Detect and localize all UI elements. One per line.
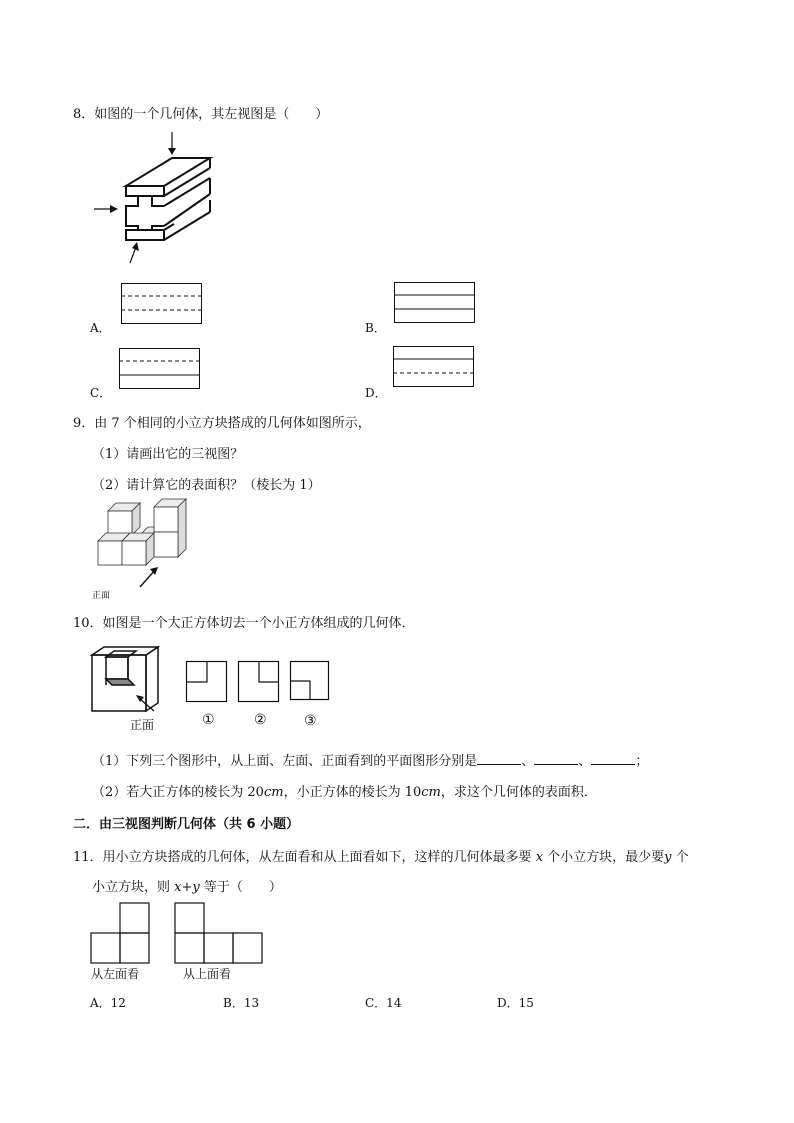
- section-count: 6: [246, 817, 256, 832]
- small-cube-edge-value: 10: [404, 785, 422, 800]
- section-2-title: [73, 813, 299, 832]
- var-xy: x+y: [174, 880, 200, 895]
- q11-left-view-label: 从左面看: [91, 967, 140, 981]
- q11-line2: [92, 876, 282, 895]
- q10-label-1: ①: [202, 712, 215, 728]
- end-mark: ；: [635, 754, 649, 769]
- q9-front-label: 正面: [92, 591, 111, 601]
- q11-text-d: 小立方块，则: [92, 880, 175, 895]
- q10-text: 10．如图是一个大正方体切去一个小正方体组成的几何体．: [73, 616, 415, 631]
- q10-part2: [92, 781, 597, 800]
- q11-top-view-figure: [174, 902, 266, 964]
- q11-option-d[interactable]: D．15: [497, 996, 534, 1010]
- var-y: y: [664, 850, 672, 865]
- q9-cube-figure: [92, 495, 202, 580]
- q8-text: 8．如图的一个几何体，其左视图是（ ）: [73, 107, 329, 122]
- q10-cut-cube-figure: [90, 645, 160, 717]
- q8-figure: [90, 130, 230, 270]
- q8-option-c-figure: [119, 348, 201, 390]
- q11-option-a[interactable]: A．12: [90, 996, 126, 1010]
- q9-text: 9．由 7 个相同的小立方块搭成的几何体如图所示，: [73, 416, 371, 431]
- q10-front-label: 正面: [130, 718, 155, 732]
- arrow-bottom-icon: [130, 242, 139, 263]
- q8-option-a-figure: [121, 283, 203, 325]
- var-x: x: [535, 850, 544, 865]
- q10-view-1-figure: [186, 661, 228, 703]
- q11-option-b[interactable]: B．13: [223, 996, 260, 1010]
- q11-line1: [73, 846, 689, 865]
- q11-top-view-label: 从上面看: [183, 967, 232, 981]
- q11-left-view-figure: [90, 902, 152, 964]
- q10-view-3-figure: [290, 661, 332, 703]
- q9-part1: （1）请画出它的三视图？: [92, 447, 244, 462]
- q8-option-a-label[interactable]: A．: [90, 321, 111, 335]
- unit: cm: [421, 785, 441, 800]
- q10-view-2-figure: [238, 661, 280, 703]
- q10-part2-text-c: ，求这个几何体的表面积．: [440, 785, 597, 800]
- answer-blank-3[interactable]: [591, 753, 635, 765]
- q10-label-2: ②: [254, 712, 267, 728]
- arrow-left-icon: [94, 205, 118, 213]
- arrow-front-icon: [140, 567, 158, 587]
- q8-option-d-label[interactable]: D．: [365, 386, 387, 400]
- section-title-b: 小题）: [255, 817, 300, 832]
- q8-option-c-label[interactable]: C．: [90, 386, 112, 400]
- q10-part1-text: （1）下列三个图形中，从上面、左面、正面看到的平面图形分别是: [92, 754, 478, 769]
- q10-part2-text-b: ，小正方体的棱长为: [283, 785, 405, 800]
- q8-option-b-label[interactable]: B．: [365, 321, 386, 335]
- section-title-a: 二．由三视图判断几何体（共: [73, 817, 247, 832]
- q10-label-3: ③: [304, 713, 317, 729]
- unit: cm: [263, 785, 284, 800]
- i-beam-solid: [126, 158, 210, 240]
- q8-option-b-figure: [394, 282, 476, 324]
- q11-text-c: 个: [671, 850, 689, 865]
- big-cube-edge-value: 20: [247, 785, 264, 800]
- separator: 、: [578, 754, 592, 769]
- arrow-front-icon: [136, 695, 154, 711]
- q9-part2: （2）请计算它的表面积？（棱长为 1）: [92, 478, 321, 493]
- q11-text-e: 等于（ ）: [199, 880, 282, 895]
- answer-blank-2[interactable]: [534, 753, 578, 765]
- separator: 、: [521, 754, 535, 769]
- q11-option-c[interactable]: C．14: [365, 996, 402, 1010]
- q10-part2-text-a: （2）若大正方体的棱长为: [92, 785, 248, 800]
- arrow-top-icon: [168, 132, 176, 155]
- q11-text-a: 11．用小立方块搭成的几何体，从左面看和从上面看如下，这样的几何体最多要: [73, 850, 536, 865]
- q8-option-d-figure: [393, 346, 475, 388]
- q10-part1: [92, 750, 648, 769]
- answer-blank-1[interactable]: [477, 753, 521, 765]
- q11-text-b: 个小立方块，最少要: [543, 850, 665, 865]
